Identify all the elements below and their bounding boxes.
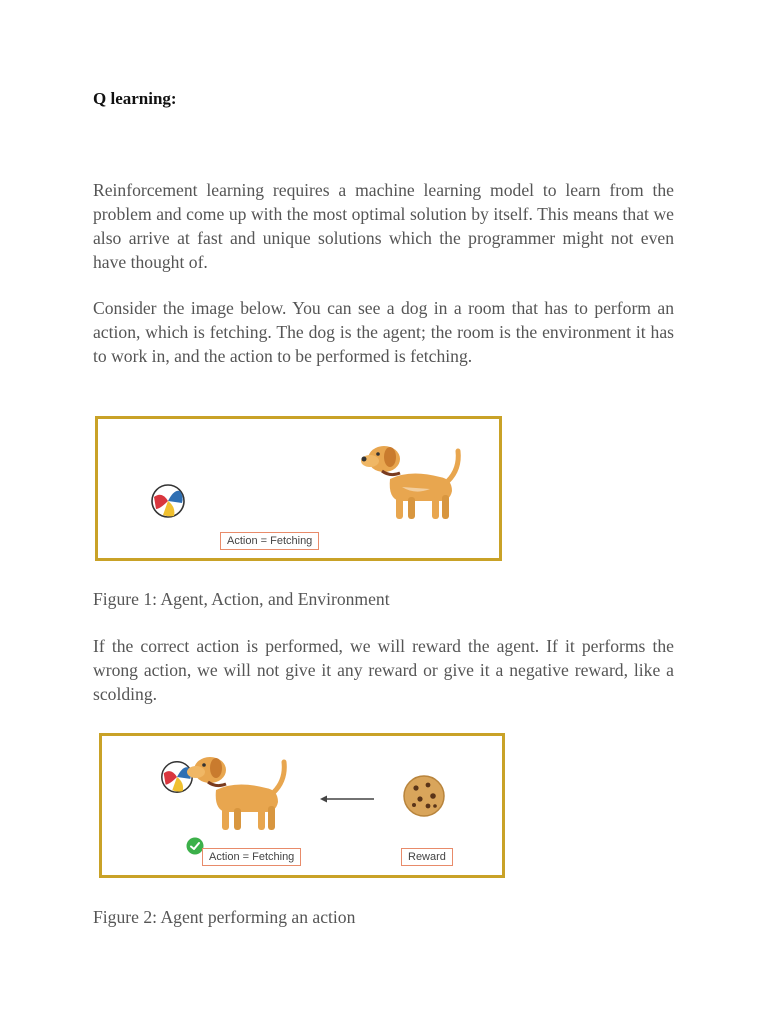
dog-icon (360, 439, 470, 529)
dog-icon (186, 750, 296, 840)
ball-icon (148, 481, 188, 521)
figure-2-caption: Figure 2: Agent performing an action (93, 907, 356, 927)
figure-2 (99, 733, 505, 878)
paragraph-reward: If the correct action is performed, we will reward the agent. If it performs the wrong action, we will not give it any reward or give it a negative reward, like a scolding. (93, 636, 674, 704)
paragraph-intro: Reinforcement learning requires a machine learning model to learn from the problem and come up with the most optimal solution by itself. This means that we also arrive at fast and unique solutions which the programmer might not even have thought of. (93, 180, 674, 272)
figure-1 (95, 416, 502, 561)
action-label: Action = Fetching (220, 532, 319, 550)
arrow-left-icon (320, 794, 376, 804)
paragraph-consider: Consider the image below. You can see a dog in a room that has to perform an action, which is fetching. The dog is the agent; the room is the environment it has to work in, and the action to be performed is fetching. (93, 298, 674, 366)
action-label: Action = Fetching (202, 848, 301, 866)
cookie-icon (402, 774, 446, 818)
section-heading: Q learning: (93, 89, 177, 108)
figure-1-caption: Figure 1: Agent, Action, and Environment (93, 589, 390, 609)
reward-label: Reward (401, 848, 453, 866)
